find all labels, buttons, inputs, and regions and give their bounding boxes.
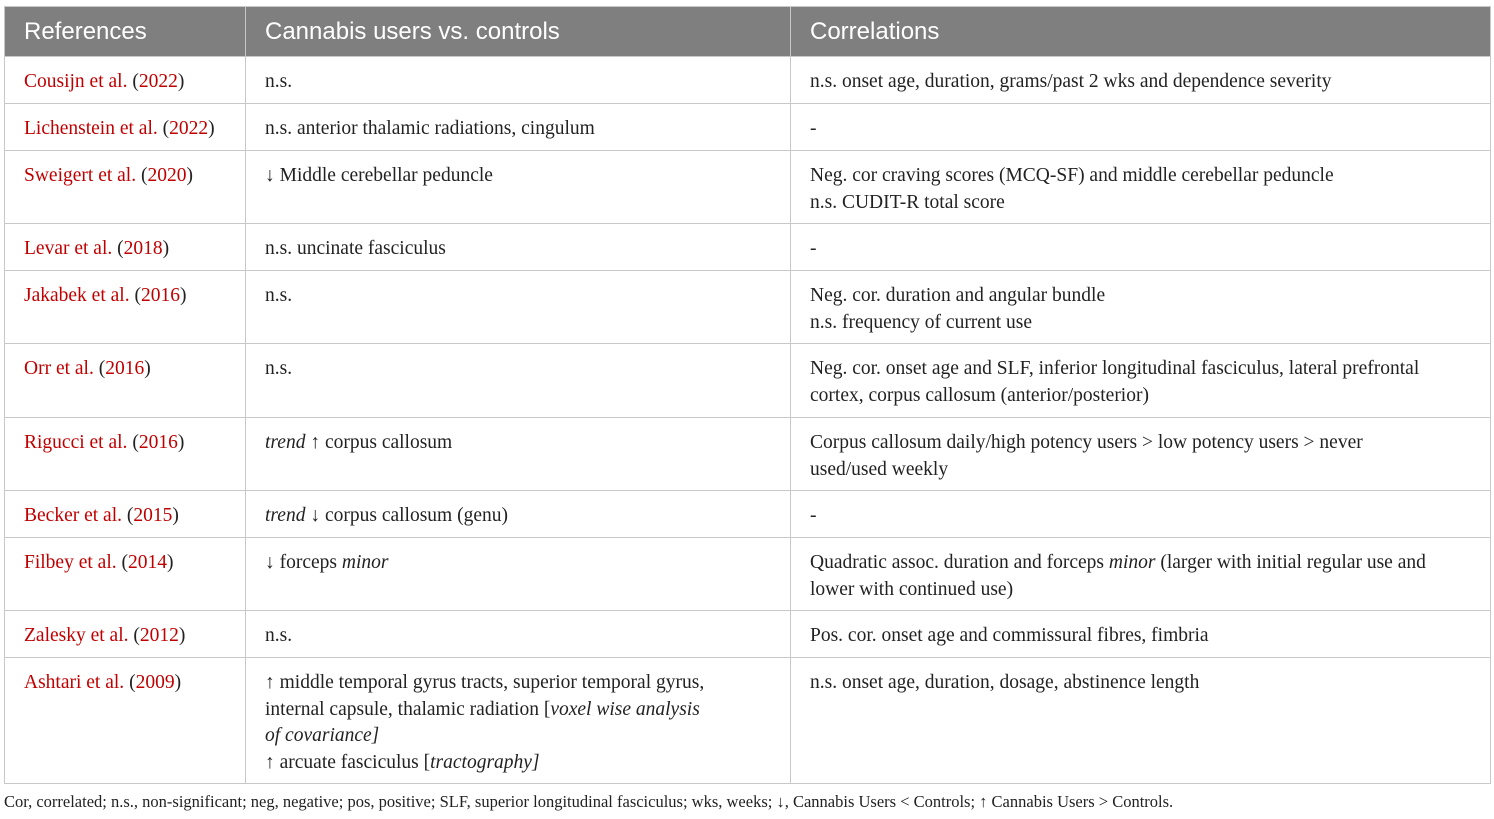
italic-text: of covariance] [265,725,380,746]
paren-close: ) [144,358,151,379]
paren-close: ) [177,432,185,453]
cell-text: Quadratic assoc. duration and forceps [810,552,1109,573]
comparison-cell [246,658,791,784]
reference-author-link[interactable]: Filbey et al. [24,552,117,573]
reference-author-link[interactable]: Rigucci et al. [24,432,128,453]
reference-year-link[interactable]: 2016 [140,285,180,306]
cell-text: Neg. cor. onset age and SLF, inferior longitudinal fasciculus, lateral prefrontal [810,358,1420,379]
reference-year-link[interactable]: 2022 [138,71,178,92]
correlations-cell-line [810,310,1472,337]
comparison-cell [246,344,791,418]
table-row [5,271,1491,344]
correlations-cell-line [810,503,1472,530]
paren-open: ( [132,71,139,92]
table-body [5,57,1491,784]
reference-year-link[interactable]: 2015 [133,505,173,526]
cell-text: n.s. [265,71,293,92]
paren-close: ) [162,238,170,259]
italic-text: trend [265,432,306,453]
reference-author-link[interactable]: Sweigert et al. [24,165,137,186]
table-footnote: Cor, correlated; n.s., non-significant; neg, negative; pos, positive; SLF, superior longitudinal fasciculus; wks, weeks; ↓, Cannabis Users < Controls; ↑ Cannabis Users > Controls. [4,792,1174,811]
cell-text: lower with continued use) [810,578,1014,600]
reference-cell [5,344,246,418]
paren-open: ( [132,432,139,453]
correlations-cell-line [810,623,1472,650]
reference-cell [5,538,246,611]
paren-close: ) [166,552,174,573]
table-row [5,57,1491,104]
correlations-cell [791,538,1491,611]
comparison-cell [246,418,791,491]
comparison-cell [246,491,791,538]
italic-text: tractography] [430,751,540,773]
table-row [5,151,1491,224]
comparison-cell [246,611,791,658]
cell-text: n.s. [265,285,293,306]
paren-open: ( [129,672,136,693]
reference-author-link[interactable]: Zalesky et al. [24,625,129,646]
header-correlations: Correlations [791,7,1491,57]
comparison-cell-line [265,356,772,383]
reference-cell [5,104,246,151]
italic-text: trend [265,505,306,526]
correlations-cell-line [810,670,1472,697]
reference-author-link[interactable]: Orr et al. [24,358,94,379]
correlations-cell-line [810,163,1472,190]
reference-author-link[interactable]: Lichenstein et al. [24,118,158,139]
reference-author-link[interactable]: Becker et al. [24,505,122,526]
table-row [5,344,1491,418]
reference-cell [5,271,246,344]
cell-text: ↑ corpus callosum [305,432,453,453]
correlations-cell-line [810,190,1472,217]
comparison-cell-line [265,69,772,96]
correlations-cell [791,658,1491,784]
reference-cell [5,151,246,224]
comparison-cell-line [265,116,772,143]
cell-text: Corpus callosum daily/high potency users > low potency users > never [810,432,1363,453]
cell-text: n.s. CUDIT-R total score [810,191,1005,213]
paren-close: ) [178,625,186,646]
cell-text: - [810,505,817,526]
reference-author-link[interactable]: Cousijn et al. [24,71,128,92]
comparison-cell [246,538,791,611]
cell-text: - [810,238,817,259]
correlations-cell-line [810,430,1472,457]
comparison-cell-line [265,163,772,190]
comparison-cell-line [265,697,772,724]
comparison-cell-line [265,503,772,530]
cell-text: Neg. cor. duration and angular bundle [810,285,1106,306]
header-references: References [5,7,246,57]
correlations-cell-line [810,577,1472,604]
comparison-cell-line [265,723,772,750]
paren-open: ( [126,505,134,526]
paren-open: ( [133,625,140,646]
cell-text: n.s. onset age, duration, dosage, abstinence length [810,672,1200,693]
cell-text: Neg. cor craving scores (MCQ-SF) and middle cerebellar peduncle [810,165,1334,186]
correlations-cell [791,224,1491,271]
comparison-cell-line [265,430,772,457]
paren-close: ) [177,71,185,92]
data-table [4,6,1491,784]
comparison-cell-line [265,550,772,577]
cell-text: ↓ Middle cerebellar peduncle [265,165,493,186]
correlations-cell-line [810,550,1472,577]
cell-text: ↑ arcuate fasciculus [ [265,751,431,773]
reference-year-link[interactable]: 2016 [105,358,145,379]
table-row [5,224,1491,271]
correlations-cell [791,344,1491,418]
reference-cell [5,224,246,271]
reference-cell [5,658,246,784]
reference-author-link[interactable]: Levar et al. [24,238,113,259]
cell-text: n.s. uncinate fasciculus [265,238,446,259]
comparison-cell-line [265,750,772,777]
correlations-cell-line [810,236,1472,263]
cell-text: (larger with initial regular use and [1155,552,1426,573]
paren-open: ( [134,285,141,306]
reference-year-link[interactable]: 2012 [139,625,179,646]
reference-author-link[interactable]: Ashtari et al. [24,672,125,693]
cell-text: ↓ forceps [265,552,342,573]
reference-year-link[interactable]: 2018 [123,238,163,259]
table-row [5,104,1491,151]
table-row [5,611,1491,658]
italic-text: voxel wise analysis [550,698,700,720]
comparison-cell-line [265,670,772,697]
correlations-cell-line [810,383,1472,410]
correlations-cell-line [810,457,1472,484]
cell-text: Pos. cor. onset age and commissural fibres, fimbria [810,625,1209,646]
reference-cell [5,418,246,491]
paren-open: ( [98,358,106,379]
cell-text: ↓ corpus callosum (genu) [305,505,508,526]
reference-year-link[interactable]: 2009 [135,672,175,693]
paren-open: ( [140,165,148,186]
cell-text: n.s. [265,358,293,379]
reference-year-link[interactable]: 2016 [138,432,178,453]
paren-open: ( [162,118,170,139]
correlations-cell-line [810,116,1472,143]
cell-text: ↑ middle temporal gyrus tracts, superior temporal gyrus, [265,672,705,693]
cell-text: n.s. onset age, duration, grams/past 2 wks and dependence severity [810,71,1332,92]
cell-text: internal capsule, thalamic radiation [ [265,698,551,720]
table-row [5,658,1491,784]
table-row [5,418,1491,491]
table-row [5,491,1491,538]
reference-cell [5,491,246,538]
comparison-cell-line [265,283,772,310]
table-row [5,538,1491,611]
cell-text: cortex, corpus callosum (anterior/posterior) [810,384,1149,406]
header-comparison: Cannabis users vs. controls [246,7,791,57]
reference-author-link[interactable]: Jakabek et al. [24,285,130,306]
correlations-cell [791,491,1491,538]
paren-open: ( [117,238,124,259]
paren-open: ( [121,552,128,573]
comparison-cell [246,57,791,104]
correlations-cell-line [810,283,1472,310]
cell-text: n.s. frequency of current use [810,311,1032,333]
comparison-cell-line [265,236,772,263]
paren-close: ) [186,165,193,186]
paren-close: ) [179,285,187,306]
paren-close: ) [174,672,182,693]
cell-text: n.s. anterior thalamic radiations, cingulum [265,118,595,139]
correlations-cell-line [810,356,1472,383]
comparison-cell [246,104,791,151]
header-row [5,7,1491,57]
paren-close: ) [172,505,179,526]
reference-cell [5,611,246,658]
correlations-cell-line [810,69,1472,96]
italic-text: minor [341,552,389,573]
cell-text: - [810,118,817,139]
correlations-cell [791,418,1491,491]
reference-cell [5,57,246,104]
reference-year-link[interactable]: 2020 [147,165,187,186]
comparison-cell-line [265,623,772,650]
comparison-cell [246,151,791,224]
correlations-cell [791,57,1491,104]
comparison-cell [246,271,791,344]
reference-year-link[interactable]: 2022 [169,118,209,139]
correlations-cell [791,271,1491,344]
italic-text: minor [1108,552,1156,573]
paren-close: ) [208,118,215,139]
correlations-cell [791,611,1491,658]
reference-year-link[interactable]: 2014 [127,552,167,573]
correlations-cell [791,104,1491,151]
cell-text: used/used weekly [810,458,949,480]
correlations-cell [791,151,1491,224]
cell-text: n.s. [265,625,293,646]
comparison-cell [246,224,791,271]
